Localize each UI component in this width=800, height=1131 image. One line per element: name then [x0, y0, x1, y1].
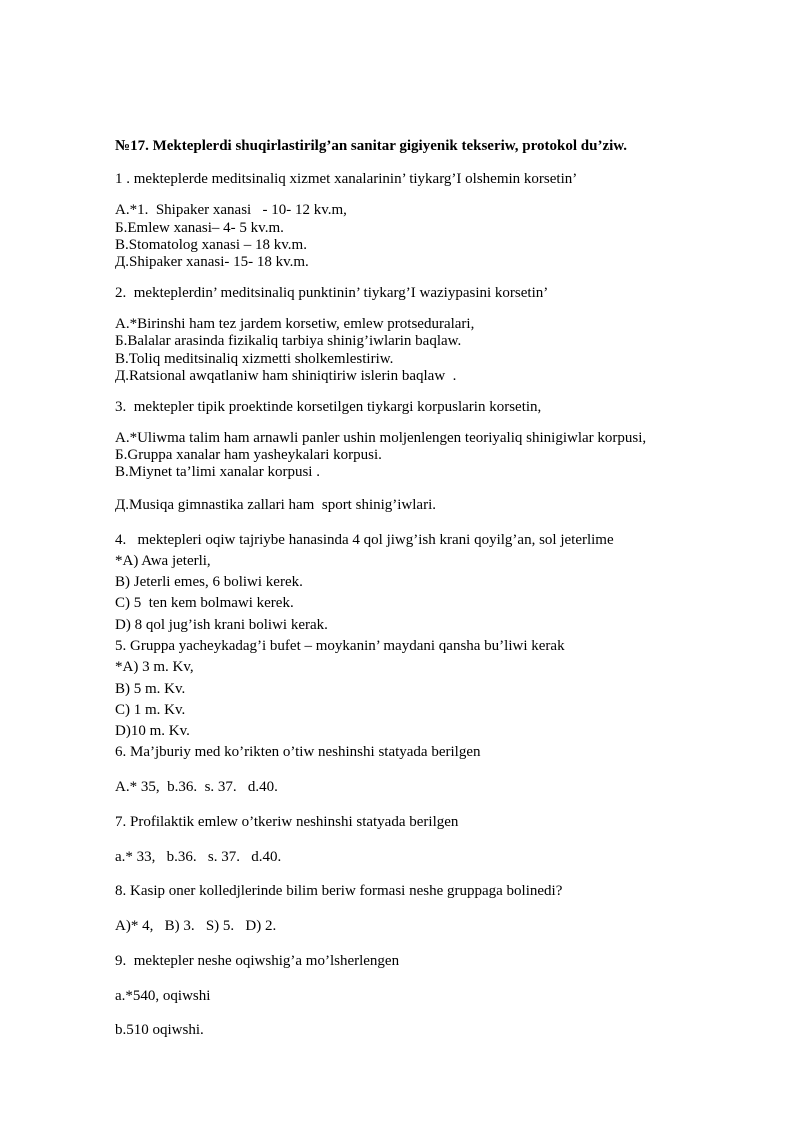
question-7: 7. Profilaktik emlew o’tkeriw neshinshi statyada berilgen — [115, 814, 459, 830]
answer-line: Б.Emlew xanasi– 4- 5 kv.m. — [115, 220, 284, 236]
question-2: 2. mekteplerdin’ meditsinaliq punktinin’ tiykarg’I waziypasini korsetin’ — [115, 285, 549, 301]
question-5: 5. Gruppa yacheykadag’i bufet – moykanin’ maydani qansha bu’liwi kerak — [115, 638, 565, 654]
answer-line: D)10 m. Kv. — [115, 723, 190, 739]
question-3: 3. mektepler tipik proektinde korsetilgen tiykargi korpuslarin korsetin, — [115, 399, 542, 415]
document-title: №17. Mekteplerdi shuqirlastirilg’an sanitar gigiyenik tekseriw, protokol du’ziw. — [115, 138, 628, 154]
question-8: 8. Kasip oner kolledjlerinde bilim beriw formasi neshe gruppaga bolinedi? — [115, 883, 563, 899]
answer-line: a.* 33, b.36. s. 37. d.40. — [115, 849, 282, 865]
answer-line: B) 5 m. Kv. — [115, 681, 186, 697]
answer-line: A.*Uliwma talim ham arnawli panler ushin moljenlengen teoriyaliq shinigiwlar korpusi, — [115, 430, 647, 446]
answer-line: B.Miynet ta’limi xanalar korpusi . — [115, 464, 320, 480]
answer-line: A)* 4, B) 3. S) 5. D) 2. — [115, 918, 277, 934]
answer-line: *A) 3 m. Kv, — [115, 659, 194, 675]
question-1: 1 . mekteplerde meditsinaliq xizmet xanalarinin’ tiykarg’I olshemin korsetin’ — [115, 171, 578, 187]
answer-line: B.Stomatolog xanasi – 18 kv.m. — [115, 237, 307, 253]
answer-line: C) 5 ten kem bolmawi kerek. — [115, 595, 294, 611]
answer-line: A.*Birinshi ham tez jardem korsetiw, emlew protseduralari, — [115, 316, 475, 332]
answer-line: Б.Balalar arasinda fizikaliq tarbiya shinig’iwlarin baqlaw. — [115, 333, 462, 349]
question-6: 6. Ma’jburiy med ko’rikten o’tiw neshinshi statyada berilgen — [115, 744, 481, 760]
answer-line: C) 1 m. Kv. — [115, 702, 186, 718]
answer-line: D) 8 qol jug’ish krani boliwi kerak. — [115, 617, 328, 633]
answer-line: Д.Shipaker xanasi- 15- 18 kv.m. — [115, 254, 309, 270]
answer-line: Д.Ratsional awqatlaniw ham shiniqtiriw islerin baqlaw . — [115, 368, 457, 384]
answer-line: Б.Gruppa xanalar ham yasheykalari korpusi. — [115, 447, 382, 463]
question-4: 4. mektepleri oqiw tajriybe hanasinda 4 qol jiwg’ish krani qoyilg’an, sol jeterlime — [115, 532, 614, 548]
answer-line: Д.Musiqa gimnastika zallari ham sport shinig’iwlari. — [115, 497, 437, 513]
answer-line: A.*1. Shipaker xanasi - 10- 12 kv.m, — [115, 202, 347, 218]
answer-line: b.510 oqiwshi. — [115, 1022, 204, 1038]
answer-line: a.*540, oqiwshi — [115, 988, 211, 1004]
question-9: 9. mektepler neshe oqiwshig’a mo’lsherlengen — [115, 953, 400, 969]
answer-line: A.* 35, b.36. s. 37. d.40. — [115, 779, 278, 795]
answer-line: *A) Awa jeterli, — [115, 553, 211, 569]
answer-line: B.Toliq meditsinaliq xizmetti sholkemlestiriw. — [115, 351, 394, 367]
answer-line: B) Jeterli emes, 6 boliwi kerek. — [115, 574, 303, 590]
